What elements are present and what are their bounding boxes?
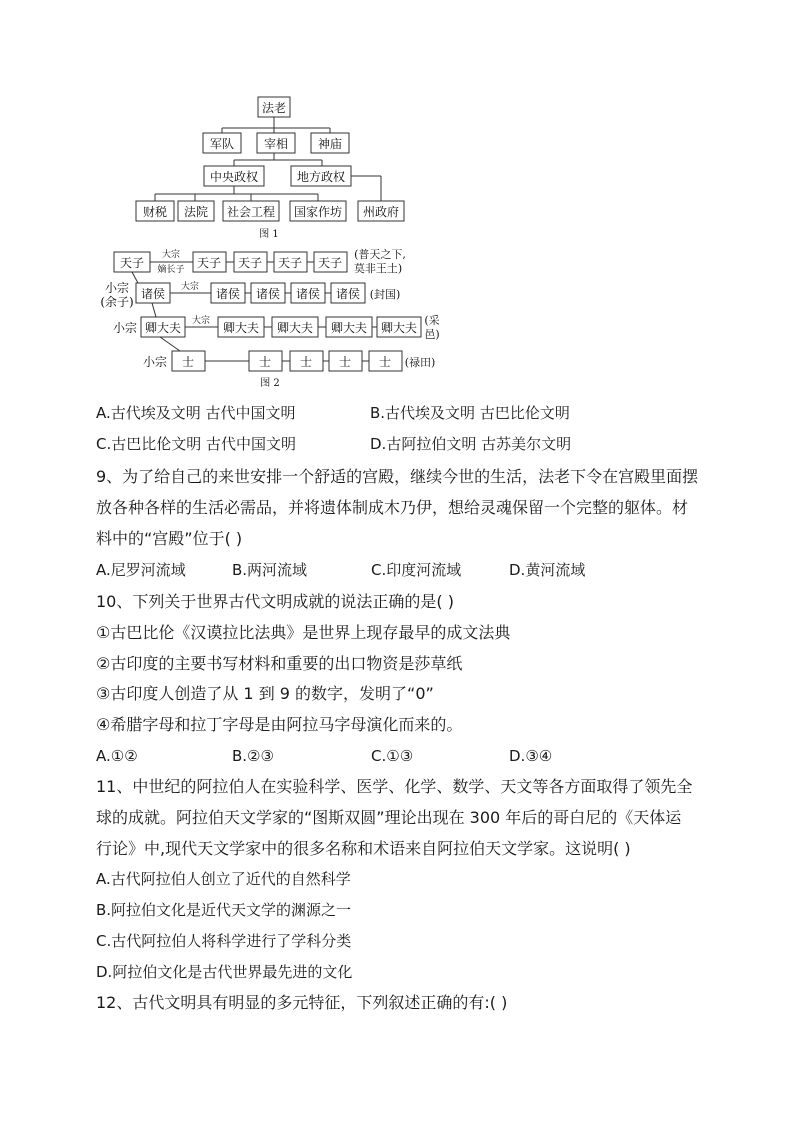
fig2-row4-box: 士 bbox=[378, 355, 392, 369]
fig1-level4-label: 国家作坊 bbox=[293, 205, 343, 219]
q10-item: ②古印度的主要书写材料和重要的出口物资是莎草纸 bbox=[96, 654, 463, 673]
fig2-row1-link-top: 大宗 bbox=[161, 250, 181, 260]
q11-option-d[interactable]: D.阿拉伯文化是古代世界最先进的文化 bbox=[96, 963, 353, 981]
q9-option-d[interactable]: D.黄河流域 bbox=[509, 561, 586, 579]
fig2-row2-link-top: 大宗 bbox=[180, 282, 200, 292]
q11-stem-line: 球的成就。阿拉伯天文学家的“图斯双圆”理论出现在 300 年后的哥白尼的《天体运 bbox=[96, 808, 682, 827]
q9-stem-line: 放各种各样的生活必需品，并将遗体制成木乃伊，想给灵魂保留一个完整的躯体。材 bbox=[96, 498, 689, 517]
q11-stem-line: 行论》中,现代天文学家中的很多名称和术语来自阿拉伯天文学家。这说明( ) bbox=[96, 839, 631, 858]
fig2-row4-box: 士 bbox=[338, 355, 352, 369]
fig1-level4-label: 州政府 bbox=[362, 205, 400, 219]
fig2-row3-box: 卿大夫 bbox=[276, 321, 314, 335]
fig2-row3-box: 卿大夫 bbox=[222, 321, 260, 335]
fig2-row2-side: (余子) bbox=[100, 295, 134, 309]
q9-option-c[interactable]: C.印度河流域 bbox=[371, 561, 462, 579]
fig1-level3-label: 地方政权 bbox=[296, 170, 346, 184]
fig2-row3-side: 小宗 bbox=[112, 321, 138, 335]
q10-option-d[interactable]: D.③④ bbox=[509, 747, 553, 765]
q10-item: ①古巴比伦《汉谟拉比法典》是世界上现存最早的成文法典 bbox=[96, 623, 511, 642]
q11-option-b[interactable]: B.阿拉伯文化是近代天文学的渊源之一 bbox=[96, 901, 352, 919]
fig1-level2-label: 宰相 bbox=[263, 137, 289, 151]
q9-option-a[interactable]: A.尼罗河流域 bbox=[96, 561, 186, 579]
q8-option-a[interactable]: A.古代埃及文明 古代中国文明 bbox=[96, 404, 296, 422]
q11-stem-line: 11、中世纪的阿拉伯人在实验科学、医学、化学、数学、天文等各方面取得了领先全 bbox=[96, 777, 693, 796]
fig2-caption: 图 2 bbox=[260, 378, 280, 389]
fig2-row1-box: 天子 bbox=[277, 256, 303, 270]
q9-stem-line: 料中的“宫殿”位于( ) bbox=[96, 529, 243, 548]
q10-item: ④希腊字母和拉丁字母是由阿拉马字母演化而来的。 bbox=[96, 715, 463, 734]
fig2-row4-box: 士 bbox=[258, 355, 272, 369]
fig2-row1-link-bottom: 嫡长子 bbox=[157, 265, 185, 275]
q10-stem: 10、下列关于世界古代文明成就的说法正确的是( ) bbox=[96, 592, 454, 611]
q8-option-d[interactable]: D.古阿拉伯文明 古苏美尔文明 bbox=[370, 435, 572, 453]
fig2-row3-box: 卿大夫 bbox=[380, 321, 418, 335]
fig1-caption: 图 1 bbox=[259, 229, 279, 240]
fig2-row1-left: 天子 bbox=[119, 256, 145, 270]
fig2-row3-note: (采 bbox=[424, 314, 440, 327]
q11-option-a[interactable]: A.古代阿拉伯人创立了近代的自然科学 bbox=[96, 870, 351, 888]
fig2-row2-side: 小宗 bbox=[104, 281, 130, 295]
fig2-row2-box: 诸侯 bbox=[215, 287, 241, 301]
q10-option-a[interactable]: A.①② bbox=[96, 747, 138, 765]
q10-option-b[interactable]: B.②③ bbox=[232, 747, 274, 765]
q8-option-b[interactable]: B.古代埃及文明 古巴比伦文明 bbox=[370, 404, 570, 422]
fig2-row1-box: 天子 bbox=[196, 256, 222, 270]
fig2-row4-side: 小宗 bbox=[142, 355, 168, 369]
fig2-row1-note: (普天之下, bbox=[354, 248, 406, 261]
fig2-row4-box: 士 bbox=[299, 355, 313, 369]
fig1-level4-label: 社会工程 bbox=[226, 205, 276, 219]
fig2-row3-box: 卿大夫 bbox=[330, 321, 368, 335]
fig2-row4-note: (禄田) bbox=[404, 356, 436, 369]
fig2-row1-note: 莫非王土) bbox=[353, 262, 403, 275]
fig1-level2-label: 神庙 bbox=[317, 137, 343, 151]
q9-stem-line: 9、为了给自己的来世安排一个舒适的宫殿，继续今世的生活，法老下令在宫殿里面摆 bbox=[96, 467, 699, 486]
q11-option-c[interactable]: C.古代阿拉伯人将科学进行了学科分类 bbox=[96, 932, 352, 950]
fig2-row2-box: 诸侯 bbox=[335, 287, 361, 301]
fig2-row3-link-top: 大宗 bbox=[191, 316, 211, 326]
q12-stem: 12、古代文明具有明显的多元特征，下列叙述正确的有:( ) bbox=[96, 993, 508, 1012]
figure-2-zongfa-system bbox=[0, 240, 794, 400]
q10-item: ③古印度人创造了从 1 到 9 的数字，发明了“0” bbox=[96, 684, 434, 703]
q8-option-c[interactable]: C.古巴比伦文明 古代中国文明 bbox=[96, 435, 297, 453]
fig2-row2-box: 诸侯 bbox=[295, 287, 321, 301]
figure-1-pharaoh-hierarchy bbox=[0, 0, 794, 240]
fig1-top-label: 法老 bbox=[261, 101, 287, 115]
fig2-row3-note: 邑) bbox=[424, 328, 440, 341]
fig2-row4-left: 士 bbox=[181, 355, 195, 369]
fig2-row1-box: 天子 bbox=[317, 256, 343, 270]
fig2-row2-box: 诸侯 bbox=[255, 287, 281, 301]
fig1-level3-label: 中央政权 bbox=[209, 170, 259, 184]
q9-option-b[interactable]: B.两河流域 bbox=[232, 561, 308, 579]
fig2-row2-left: 诸侯 bbox=[140, 287, 166, 301]
fig2-row3-left: 卿大夫 bbox=[144, 321, 182, 335]
fig1-level4-label: 法院 bbox=[183, 205, 209, 219]
fig1-level2-label: 军队 bbox=[209, 137, 235, 151]
fig2-row2-note: (封国) bbox=[369, 288, 401, 301]
q10-option-c[interactable]: C.①③ bbox=[371, 747, 414, 765]
fig1-level4-label: 财税 bbox=[142, 205, 168, 219]
fig2-row1-box: 天子 bbox=[237, 256, 263, 270]
